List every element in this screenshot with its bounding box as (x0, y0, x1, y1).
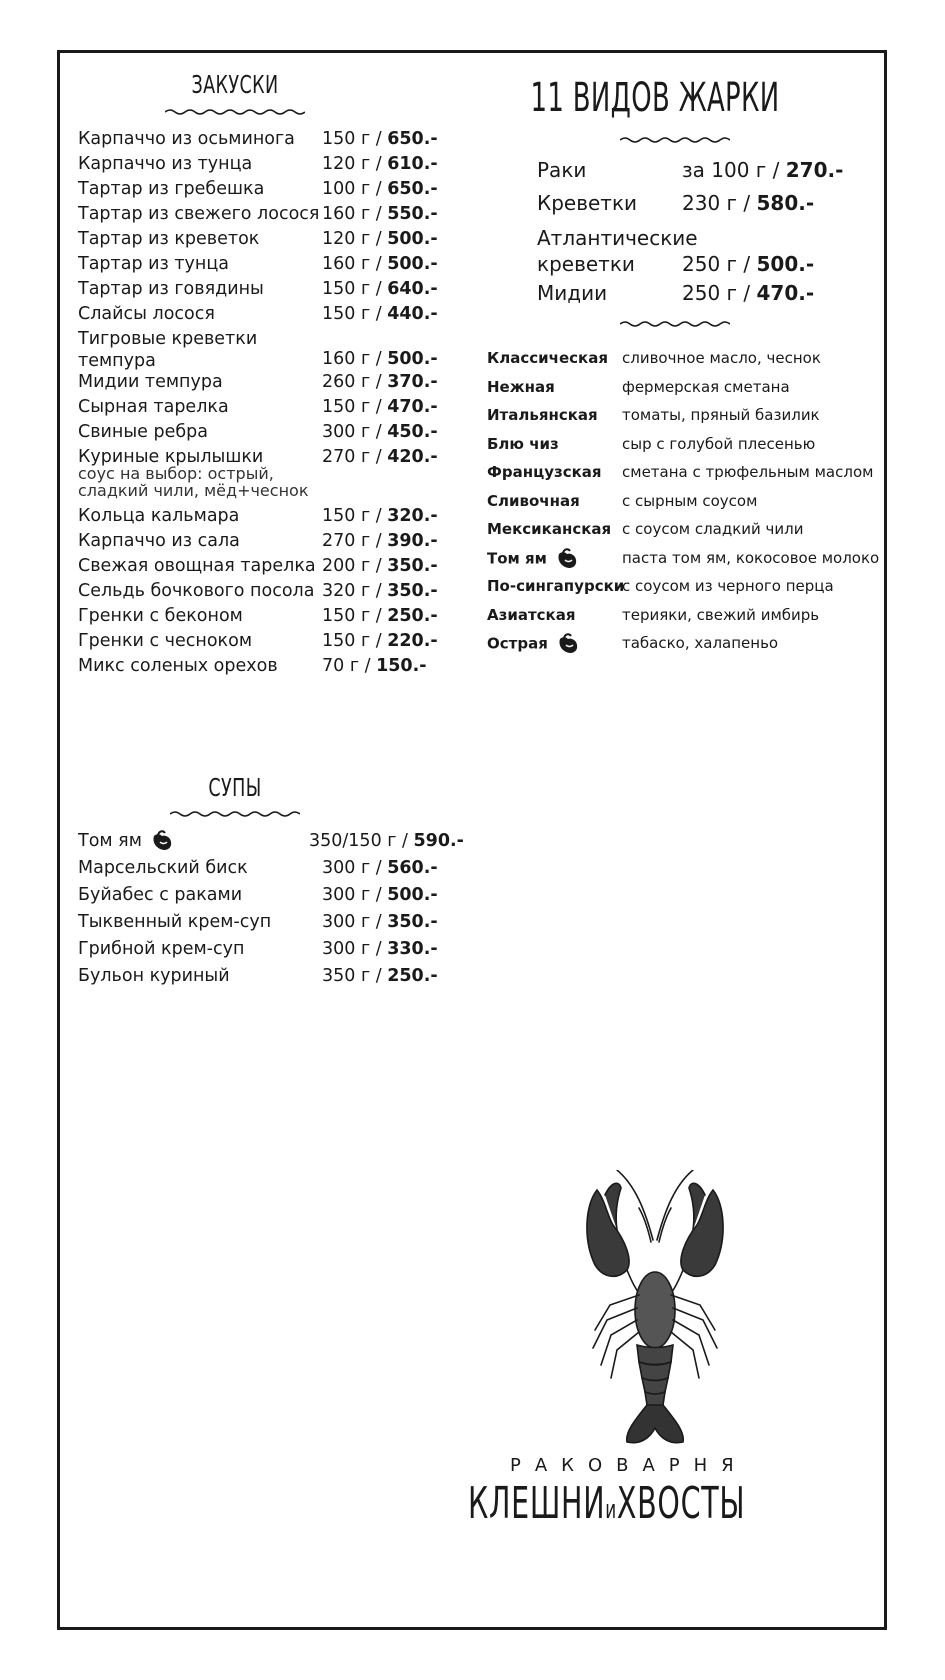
sauce-desc: терияки, свежий имбирь (622, 605, 820, 624)
item-name: Кольца кальмара (78, 506, 240, 526)
item-name: Сельдь бочкового посола (78, 581, 315, 601)
item-name-block (78, 911, 271, 933)
item-price (682, 280, 814, 306)
item-name-line2: креветки (537, 252, 635, 276)
item-name: Тартар из тунца (78, 254, 229, 274)
sauce-name-block (487, 462, 602, 482)
item-name: Тартар из гребешка (78, 179, 265, 199)
item-price (322, 655, 427, 677)
item-price-value: 500.- (387, 254, 438, 274)
item-name-block (78, 830, 174, 852)
sauce-desc: табаско, халапеньо (622, 634, 779, 652)
sauce-name: Французская (487, 463, 602, 481)
item-weight: 270 г / (322, 447, 382, 467)
item-name: Креветки (537, 191, 638, 215)
item-name-block (78, 178, 264, 200)
sauce-desc: с соусом сладкий чили (622, 520, 804, 538)
item-name-block (78, 655, 278, 677)
wave-divider (620, 136, 730, 144)
item-weight: 350/150 г / (309, 831, 408, 851)
sauce-name-block (487, 633, 580, 655)
item-price (322, 605, 438, 627)
item-name-block (78, 203, 319, 225)
item-name: Бульон куриный (78, 966, 230, 986)
item-price-value: 450.- (387, 422, 438, 442)
item-weight: за 100 г / (682, 158, 780, 182)
sauce-desc: сыр с голубой плесенью (622, 434, 816, 453)
item-weight: 270 г / (322, 531, 382, 551)
item-price-value: 270.- (785, 158, 844, 182)
item-weight: 350 г / (322, 966, 382, 986)
item-name: Тартар из свежего лосося (78, 204, 320, 224)
sauce-name: Том ям (487, 549, 547, 567)
item-price-value: 250.- (387, 966, 438, 986)
item-name: Атлантические (537, 226, 698, 250)
sauce-name-block (487, 519, 611, 539)
sauce-item (487, 462, 877, 486)
item-price-value: 370.- (387, 372, 438, 392)
item-name: Мидии (537, 281, 608, 305)
section-title-zharka: 11 ВИДОВ ЖАРКИ (530, 75, 780, 121)
sauce-name-block (487, 348, 608, 368)
item-name-block (537, 225, 698, 277)
item-price (322, 303, 438, 325)
item-price-value: 500.- (756, 252, 815, 276)
item-price-value: 500.- (387, 885, 438, 905)
item-weight: 320 г / (322, 581, 382, 601)
sauce-name: Мексиканская (487, 520, 612, 538)
item-weight: 150 г / (322, 506, 382, 526)
item-name-block (78, 253, 229, 275)
item-weight: 100 г / (322, 179, 382, 199)
item-price-value: 350.- (387, 556, 438, 576)
item-name-block (78, 228, 259, 250)
item-name: Тигровые креветки (78, 329, 258, 349)
item-weight: 160 г / (322, 349, 382, 369)
item-price (322, 630, 438, 652)
item-price-value: 470.- (756, 281, 815, 305)
sauce-name: Азиатская (487, 605, 576, 624)
chili-icon (556, 633, 580, 655)
item-price (322, 555, 438, 577)
item-price-value: 440.- (387, 304, 438, 324)
item-weight: 300 г / (322, 422, 382, 442)
item-price-value: 350.- (387, 581, 438, 601)
item-price-value: 150.- (376, 656, 427, 676)
item-weight: 150 г / (322, 304, 382, 324)
item-weight: 150 г / (322, 631, 382, 651)
sauce-desc: сливочное масло, чеснок (622, 349, 821, 367)
item-name: Карпаччо из осьминога (78, 129, 295, 149)
sauce-name: Нежная (487, 377, 555, 396)
item-name-block (78, 128, 295, 150)
item-name: Раки (537, 158, 587, 182)
item-name: Свиные ребра (78, 422, 208, 442)
item-weight: 300 г / (322, 939, 382, 959)
item-name-block (78, 396, 229, 418)
sauce-name: Сливочная (487, 491, 580, 510)
sauce-name-block (487, 434, 559, 454)
item-weight: 300 г / (322, 885, 382, 905)
item-name-block (78, 965, 230, 987)
sauce-desc: с соусом из черного перца (622, 577, 834, 595)
wave-divider (620, 320, 730, 328)
item-name-block (78, 278, 264, 300)
sauce-item (487, 519, 877, 543)
item-name: Свежая овощная тарелка (78, 556, 316, 576)
item-price (322, 530, 438, 552)
item-name: Гренки с чесноком (78, 631, 253, 651)
sauce-item (487, 405, 877, 429)
item-price (322, 178, 438, 200)
sauce-item (487, 348, 877, 372)
sauce-desc: с сырным соусом (622, 491, 758, 510)
sauce-desc: сметана с трюфельным маслом (622, 463, 874, 481)
item-name-block (78, 938, 244, 960)
item-note-line2: сладкий чили, мёд+чеснок (78, 481, 309, 500)
sauce-item (487, 434, 877, 458)
item-name-line2: темпура (78, 351, 156, 371)
item-price-value: 610.- (387, 154, 438, 174)
item-name-block (78, 328, 257, 372)
item-weight: 150 г / (322, 606, 382, 626)
section-title-supy: СУПЫ (208, 773, 262, 802)
sauce-desc: паста том ям, кокосовое молоко (622, 548, 880, 567)
item-weight: 230 г / (682, 191, 751, 215)
item-name-block (537, 190, 637, 216)
item-weight: 250 г / (682, 252, 751, 276)
sauce-name-block (487, 576, 624, 596)
sauce-name: Острая (487, 634, 548, 653)
item-note (78, 465, 308, 499)
item-weight: 150 г / (322, 129, 382, 149)
item-price (322, 505, 438, 527)
item-name-block (78, 505, 239, 527)
item-name-block (78, 630, 252, 652)
sauce-item (487, 576, 877, 600)
sauce-name: По-сингапурски (487, 577, 625, 595)
item-name: Гренки с беконом (78, 606, 243, 626)
item-name-block (537, 280, 607, 306)
sauce-name: Итальянская (487, 406, 598, 424)
sauce-desc: фермерская сметана (622, 377, 790, 396)
item-price-value: 470.- (387, 397, 438, 417)
item-price-value: 420.- (387, 447, 438, 467)
item-price (322, 128, 438, 150)
item-name-block (78, 303, 215, 325)
item-name: Куриные крылышки (78, 447, 264, 467)
item-price-value: 500.- (387, 349, 438, 369)
item-weight: 70 г / (322, 656, 371, 676)
item-price (322, 278, 438, 300)
item-price (322, 348, 438, 370)
item-name: Грибной крем-суп (78, 939, 245, 959)
sauce-name-block (487, 605, 575, 625)
item-name: Том ям (78, 831, 142, 851)
item-name: Сырная тарелка (78, 397, 229, 417)
sauce-name: Блю чиз (487, 434, 559, 453)
item-name-block (78, 371, 223, 393)
item-price-value: 590.- (413, 831, 464, 851)
item-price (682, 190, 814, 216)
item-price-value: 650.- (387, 129, 438, 149)
item-weight: 260 г / (322, 372, 382, 392)
item-price (309, 830, 464, 852)
section-title-zakuski: ЗАКУСКИ (191, 70, 279, 99)
sauce-name-block (487, 377, 555, 397)
sauce-name: Классическая (487, 349, 608, 367)
wave-divider (170, 810, 300, 818)
item-name: Карпаччо из сала (78, 531, 240, 551)
sauce-name-block (487, 548, 579, 570)
item-weight: 150 г / (322, 397, 382, 417)
item-price-value: 390.- (387, 531, 438, 551)
item-weight: 160 г / (322, 254, 382, 274)
item-name: Тыквенный крем-суп (78, 912, 272, 932)
item-name: Карпаччо из тунца (78, 154, 253, 174)
item-price (322, 857, 438, 879)
item-name: Мидии темпура (78, 372, 223, 392)
item-price (322, 965, 438, 987)
item-name-block (78, 884, 242, 906)
item-weight: 160 г / (322, 204, 382, 224)
item-name-block (78, 555, 316, 577)
sauce-item (487, 377, 877, 401)
item-price (682, 251, 814, 277)
item-price (322, 228, 438, 250)
crayfish-illustration (555, 1170, 755, 1450)
chili-icon (150, 830, 174, 852)
item-name: Слайсы лосося (78, 304, 215, 324)
item-price (322, 371, 438, 393)
item-name-block (78, 580, 314, 602)
logo-part1: КЛЕШНИ (468, 1478, 606, 1529)
item-price-value: 580.- (756, 191, 815, 215)
item-price-value: 640.- (387, 279, 438, 299)
chili-icon (555, 548, 579, 570)
item-price (322, 938, 438, 960)
item-weight: 120 г / (322, 154, 382, 174)
item-price (682, 157, 843, 183)
item-price-value: 550.- (387, 204, 438, 224)
wave-divider (165, 108, 305, 116)
sauce-name-block (487, 405, 598, 425)
item-name: Буйабес с раками (78, 885, 243, 905)
item-name: Тартар из креветок (78, 229, 260, 249)
item-name: Марсельский биск (78, 858, 248, 878)
item-name-block (78, 421, 208, 443)
item-price-value: 250.- (387, 606, 438, 626)
item-price-value: 500.- (387, 229, 438, 249)
item-weight: 300 г / (322, 912, 382, 932)
item-name: Тартар из говядины (78, 279, 264, 299)
logo-title (468, 1478, 756, 1529)
item-name-block (78, 857, 248, 879)
item-name-block (78, 605, 243, 627)
item-price (322, 446, 438, 468)
item-price (322, 396, 438, 418)
item-price (322, 153, 438, 175)
logo-part2: ХВОСТЫ (616, 1478, 746, 1529)
item-name-block (78, 530, 240, 552)
item-price-value: 330.- (387, 939, 438, 959)
item-price (322, 580, 438, 602)
item-price-value: 650.- (387, 179, 438, 199)
sauce-name-block (487, 491, 580, 511)
sauce-item (487, 633, 877, 657)
item-weight: 300 г / (322, 858, 382, 878)
sauce-item (487, 491, 877, 515)
item-name-block (537, 157, 586, 183)
item-weight: 200 г / (322, 556, 382, 576)
logo-subtitle: РАКОВАРНЯ (510, 1455, 748, 1476)
item-price (322, 203, 438, 225)
item-price-value: 220.- (387, 631, 438, 651)
item-price (322, 911, 438, 933)
item-weight: 250 г / (682, 281, 751, 305)
item-weight: 120 г / (322, 229, 382, 249)
item-weight: 150 г / (322, 279, 382, 299)
item-price (322, 421, 438, 443)
item-name: Микс соленых орехов (78, 656, 278, 676)
logo-and: и (605, 1495, 617, 1525)
item-note-line1: соус на выбор: острый, (78, 464, 274, 483)
sauce-item (487, 548, 880, 572)
item-price (322, 253, 438, 275)
item-price-value: 560.- (387, 858, 438, 878)
item-name-block (78, 153, 252, 175)
item-price-value: 320.- (387, 506, 438, 526)
sauce-desc: томаты, пряный базилик (622, 406, 820, 424)
item-price (322, 884, 438, 906)
sauce-item (487, 605, 877, 629)
item-price-value: 350.- (387, 912, 438, 932)
